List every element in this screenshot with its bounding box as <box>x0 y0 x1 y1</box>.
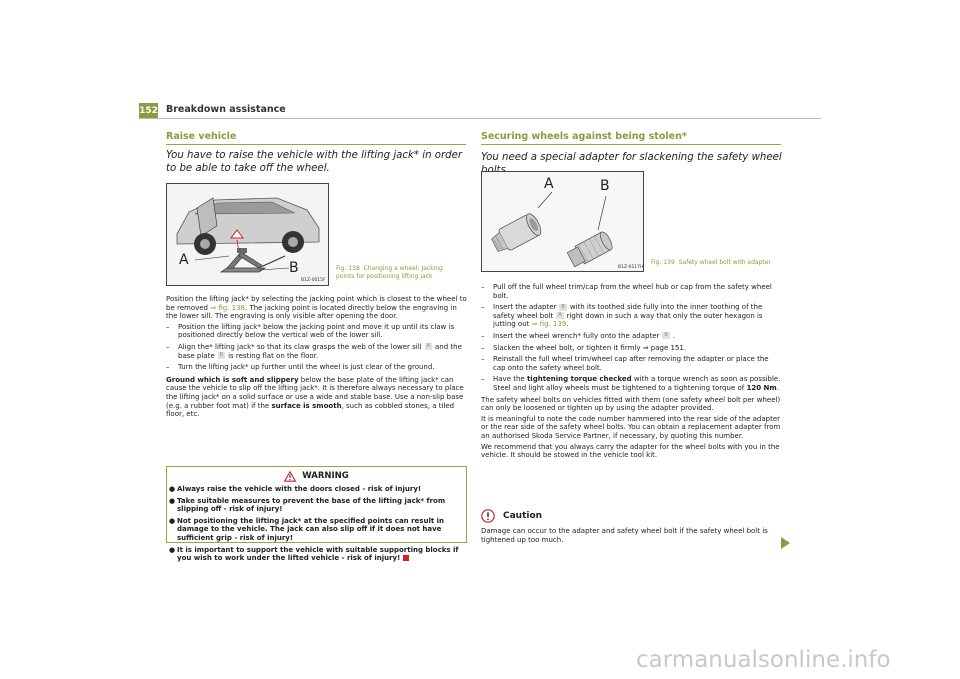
wheel-bolt-adapter-illustration <box>482 172 643 271</box>
list-item: – Reinstall the full wheel trim/wheel cap after removing the adapter or place the cap onto the safety wheel bolt. <box>481 355 769 372</box>
list-item: – Align the* lifting jack* so that its claw grasps the web of the lower sill A and the base plate B is resting flat on the floor. <box>166 342 462 360</box>
car-jack-illustration <box>167 184 328 285</box>
warning-item: ● Take suitable measures to prevent the base of the lifting jack* from slipping off - risk of injury! <box>169 496 446 514</box>
figure-139-adapter <box>481 171 644 272</box>
list-item: – Pull off the full wheel trim/cap from the wheel hub or cap from the safety wheel bolt. <box>481 283 772 300</box>
list-item: – Slacken the wheel bolt, or tighten it firmly ⇒ page 151. <box>481 343 687 352</box>
callout-badge-b: B <box>219 352 224 359</box>
figure-caption-139 <box>651 259 791 267</box>
figure-number: Fig. 139 <box>651 259 675 266</box>
body-paragraph: The safety wheel bolts on vehicles fitted with them (one safety wheel bolt per wheel) can only be loosened or tighten up by using the adapter provided. <box>481 395 781 413</box>
svg-text:B1Z-0015F: B1Z-0015F <box>301 278 326 283</box>
body-paragraph: It is meaningful to note the code number hammered into the rear side of the adapter or the rear side of the safety wheel bolts. You can obtain a replacement adapter from an authorised Skoda Service Partner, if necessary, by quoting this number. <box>481 414 781 440</box>
callout-badge-a: A <box>426 343 431 350</box>
header-divider <box>139 118 821 119</box>
list-item: – Have the tightening torque checked with a torque wrench as soon as possible. Steel and light alloy wheels must be tightened to a tightening torque of 120 Nm. <box>481 375 781 392</box>
figure-label-a: A <box>544 176 554 192</box>
svg-text:B1Z-0117H: B1Z-0117H <box>618 265 643 270</box>
next-page-arrow-icon[interactable] <box>781 537 790 549</box>
warning-triangle-icon <box>284 471 296 482</box>
raise-vehicle-body <box>166 295 467 421</box>
watermark: carmanualsonline.info <box>636 647 891 673</box>
warning-box <box>166 466 467 563</box>
figure-138-jack <box>166 183 329 286</box>
chapter-title: Breakdown assistance <box>166 104 286 115</box>
section-title-securing-wheels: Securing wheels against being stolen* <box>481 131 687 142</box>
caution-header <box>481 509 542 523</box>
page-number: 152 <box>139 103 158 118</box>
list-item: – Insert the wheel wrench* fully onto the adapter B . <box>481 331 676 340</box>
section-title-raise-vehicle: Raise vehicle <box>166 131 237 142</box>
callout-badge-a: A <box>558 312 562 319</box>
figure-reference-link[interactable]: ⇒ fig. 138 <box>210 303 245 312</box>
surface-paragraph: Ground which is soft and slippery below the base plate of the lifting jack* can cause the vehicle to slip off the lifting jack*. It is therefore always necessary to place the lifting jack* on a solid surface or use a wide and stable base. Use a non-slip base (e.g. a rubber foot mat) if the surface is smooth, such as cobbled stones, a tiled floor, etc. <box>166 375 464 419</box>
section-subtitle: You have to raise the vehicle with the lifting jack* in order to be able to take off the wheel. <box>166 150 463 174</box>
warning-item: ● Always raise the vehicle with the doors closed - risk of injury! <box>169 485 422 493</box>
end-marker-icon <box>403 555 409 561</box>
list-item: – Position the lifting jack* below the jacking point and move it up until its claw is positioned directly below the vertical web of the lower sill. <box>166 322 455 340</box>
warning-item: ● Not positioning the lifting jack* at the specified points can result in damage to the vehicle. The jack can also slip off if it does not have sufficient grip - risk of injury! <box>169 516 445 542</box>
intro-paragraph: Position the lifting jack* by selecting the jacking point which is closest to the wheel to be removed ⇒ fig. 138. The jacking point is located directly below the engraving in the lower sill. The engraving is only visible after opening the door. <box>166 295 467 321</box>
figure-caption-138 <box>336 265 460 280</box>
caution-title: Caution <box>503 511 543 521</box>
callout-badge-b: B <box>664 332 668 339</box>
list-item: – Insert the adapter B with its toothed side fully into the inner toothing of the safety wheel bolt A right down in such a way that only the outer hexagon is jutting out ⇒ fig. 139. <box>481 303 763 329</box>
warning-list <box>167 482 466 563</box>
section-divider <box>166 144 466 145</box>
warning-item: ● It is important to support the vehicle with suitable supporting blocks if you wish to work under the lifted vehicle - risk of injury! <box>169 545 459 563</box>
figure-label-b: B <box>600 178 610 194</box>
callout-badge-b: B <box>561 303 565 310</box>
list-item: – Turn the lifting jack* up further until the wheel is just clear of the ground. <box>166 363 435 372</box>
figure-caption-text: Safety wheel bolt with adapter <box>678 259 771 266</box>
securing-wheels-body <box>481 283 781 462</box>
figure-reference-link[interactable]: ⇒ fig. 139 <box>531 320 567 329</box>
section-divider <box>481 144 781 145</box>
figure-caption-text: Changing a wheel: Jacking points for positioning lifting jack <box>336 265 443 280</box>
warning-header <box>167 470 466 482</box>
caution-text: Damage can occur to the adapter and safety wheel bolt if the safety wheel bolt is tightened up too much. <box>481 527 768 544</box>
body-paragraph: We recommend that you always carry the adapter for the wheel bolts with you in the vehicle. It should be stowed in the vehicle tool kit. <box>481 442 780 460</box>
section-subtitle: You need a special adapter for slackening the safety wheel <box>481 152 782 163</box>
figure-number: Fig. 138 <box>336 265 360 272</box>
figure-label-b: B <box>289 260 299 276</box>
figure-label-a: A <box>179 252 189 268</box>
warning-title: WARNING <box>302 471 349 481</box>
caution-exclamation-icon <box>481 509 495 523</box>
